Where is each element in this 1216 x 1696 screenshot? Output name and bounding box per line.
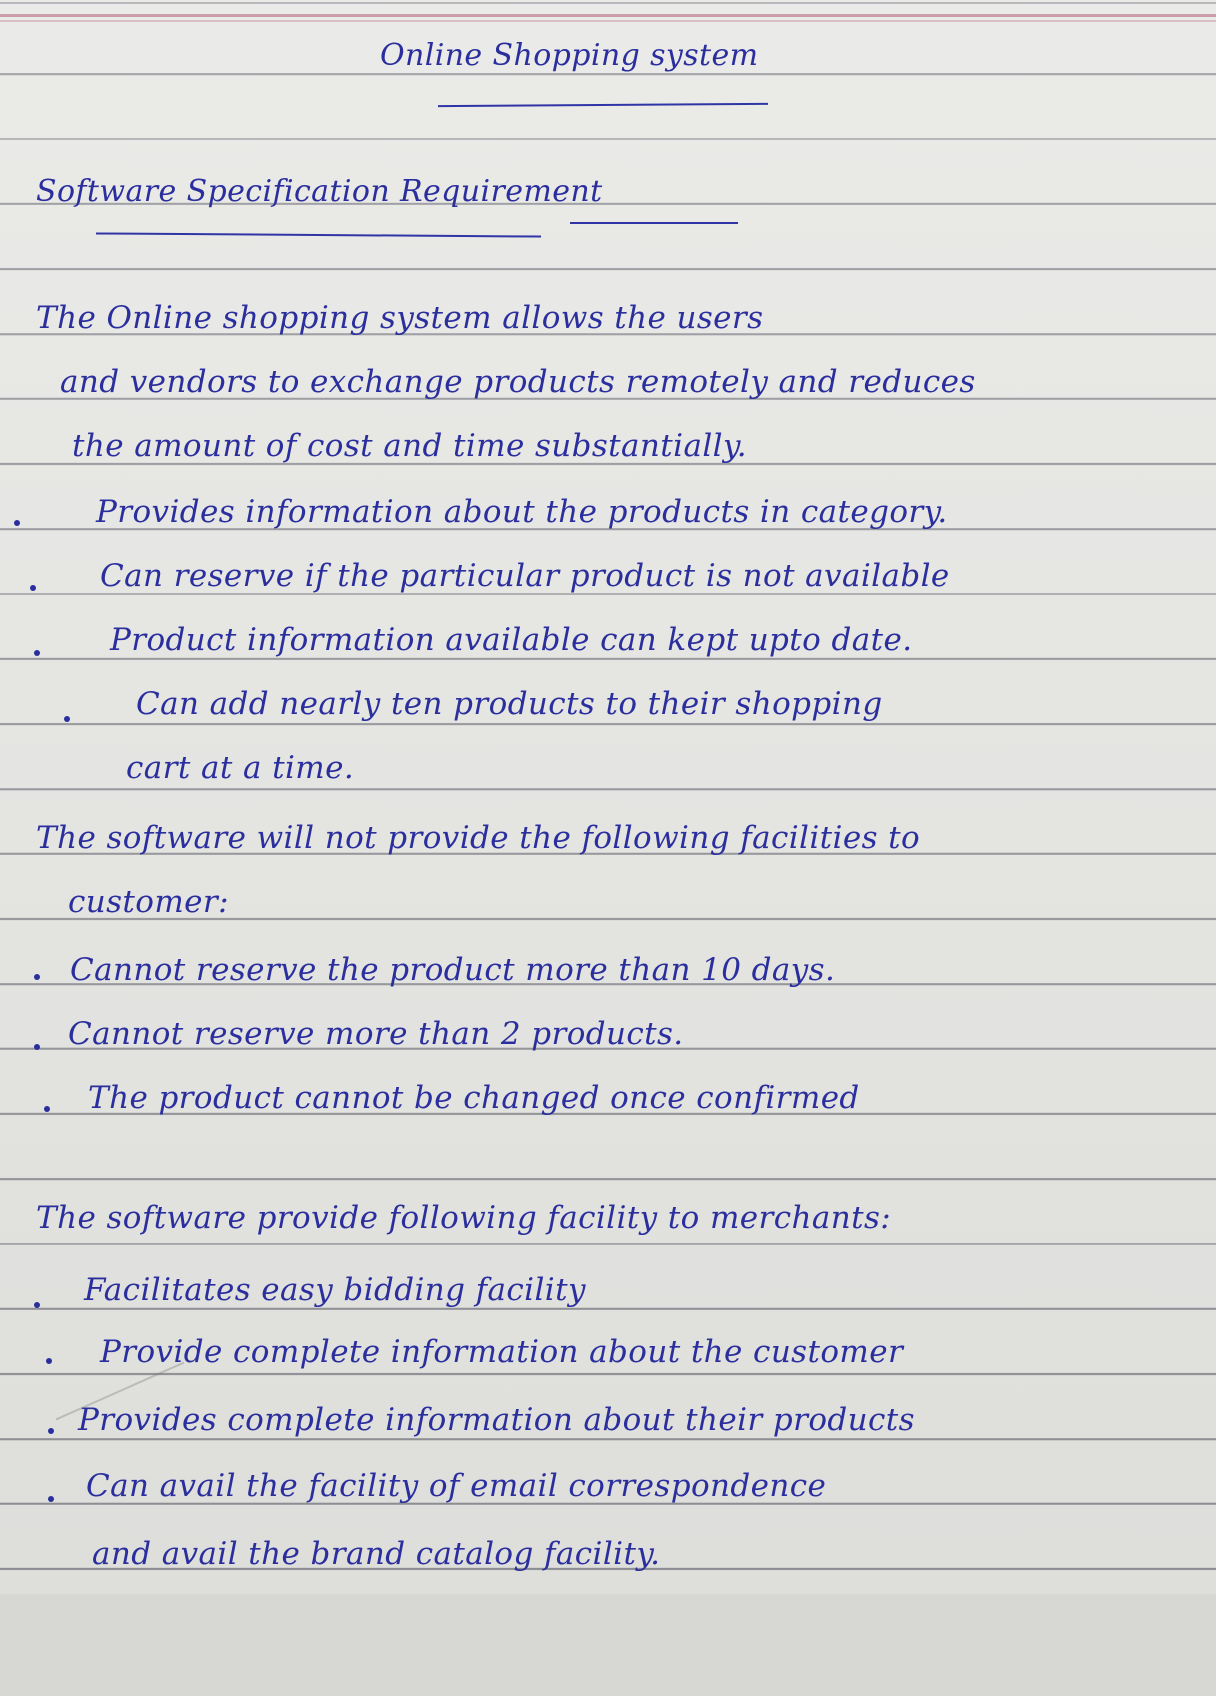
- bullet-dot: [34, 1302, 40, 1308]
- bullet-dot: [64, 716, 70, 722]
- title-underline: [438, 103, 768, 107]
- not-provided-item-2: Cannot reserve more than 2 products.: [68, 1016, 684, 1052]
- section-heading: Software Specification Requirement: [36, 174, 603, 209]
- merchant-feature-4: Can avail the facility of email correspondence: [86, 1468, 827, 1504]
- not-provided-heading-line-2: customer:: [68, 884, 229, 920]
- bullet-dot: [44, 1106, 50, 1112]
- user-feature-3: Product information available can kept upto date.: [110, 622, 913, 658]
- top-margin-line: [0, 14, 1216, 17]
- user-feature-1: Provides information about the products in category.: [96, 494, 948, 530]
- merchant-feature-4-continued: and avail the brand catalog facility.: [92, 1536, 661, 1572]
- section-heading-underline-secondary: [570, 222, 738, 224]
- bullet-dot: [46, 1358, 52, 1364]
- bullet-dot: [34, 974, 40, 980]
- page-title: Online Shopping system: [380, 38, 759, 73]
- top-margin-line-secondary: [0, 20, 1216, 22]
- not-provided-item-3: The product cannot be changed once confirmed: [88, 1080, 860, 1116]
- bullet-dot: [14, 520, 20, 526]
- bullet-dot: [34, 650, 40, 656]
- bullet-dot: [48, 1496, 54, 1502]
- not-provided-heading-line-1: The software will not provide the following facilities to: [36, 820, 921, 856]
- intro-line-1: The Online shopping system allows the users: [36, 300, 764, 336]
- intro-line-2: and vendors to exchange products remotely and reduces: [60, 364, 976, 400]
- not-provided-item-1: Cannot reserve the product more than 10 days.: [70, 952, 836, 988]
- intro-line-3: the amount of cost and time substantially.: [72, 428, 748, 464]
- merchant-feature-2: Provide complete information about the customer: [100, 1334, 904, 1370]
- merchant-heading: The software provide following facility to merchants:: [36, 1200, 892, 1236]
- merchant-feature-1: Facilitates easy bidding facility: [84, 1272, 586, 1308]
- user-feature-4: Can add nearly ten products to their shopping: [136, 686, 883, 722]
- bullet-dot: [34, 1044, 40, 1050]
- page-bottom-margin: [0, 1594, 1216, 1696]
- section-heading-underline: [96, 232, 541, 237]
- bullet-dot: [48, 1428, 54, 1434]
- merchant-feature-3: Provides complete information about their products: [78, 1402, 915, 1438]
- user-feature-2: Can reserve if the particular product is not available: [100, 558, 950, 594]
- bullet-dot: [30, 585, 36, 591]
- user-feature-4-continued: cart at a time.: [126, 750, 355, 786]
